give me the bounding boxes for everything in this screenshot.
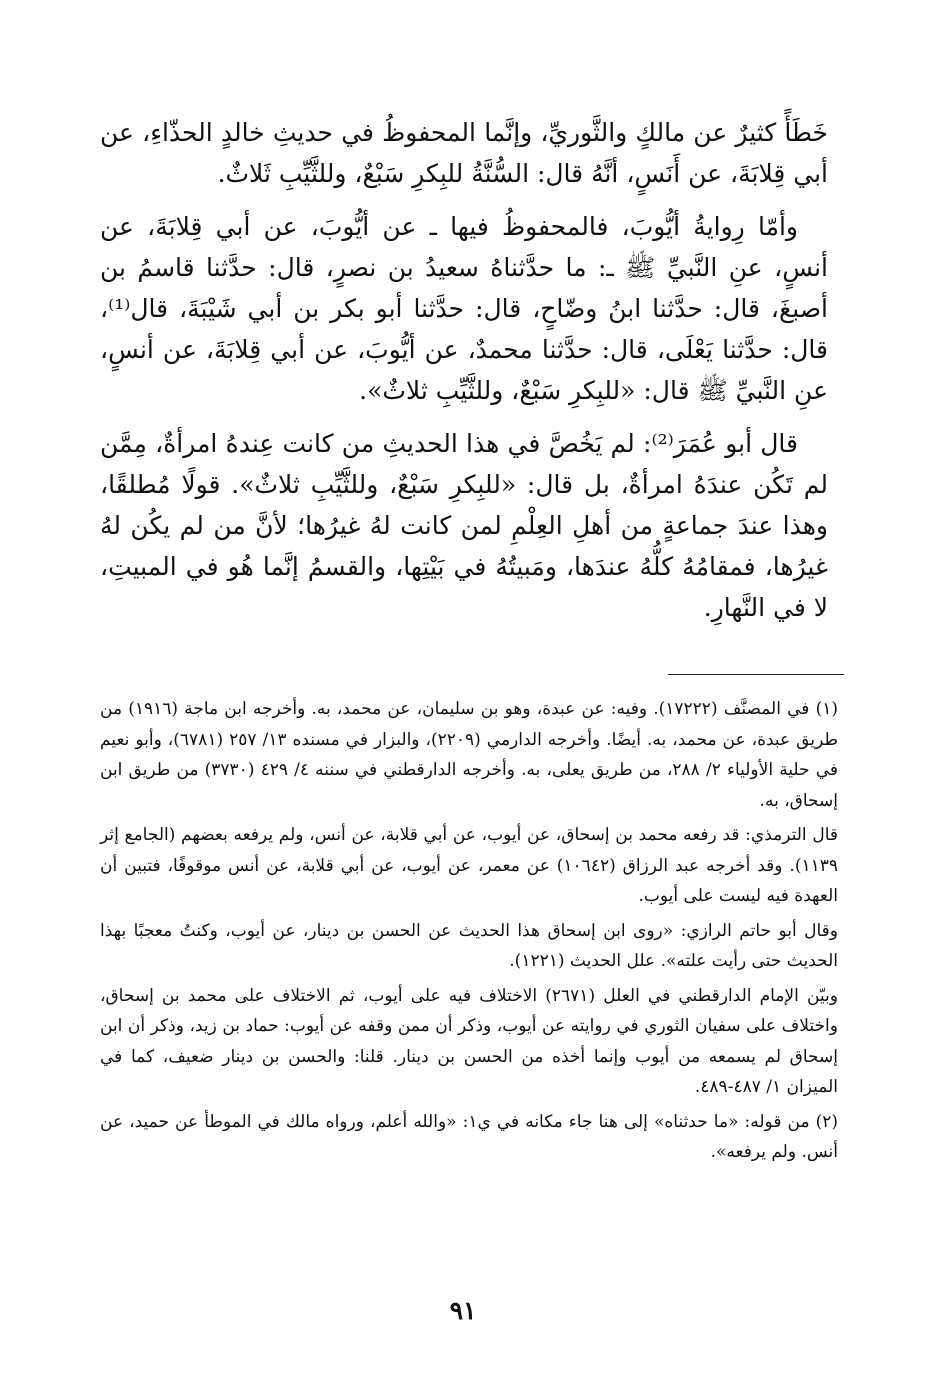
footnote-1-continued-tirmidhi: قال الترمذي: قد رفعه محمد بن إسحاق، عن أيوب، عن أبي قلابة، عن أنس، ولم يرفعه بعضهم (الجامع إثر ١١٣٩). وقد أخرجه عبد الرزاق (١٠٦٤٢) عن معمر، عن أيوب، عن أبي قلابة، عن أنس موقوفًا، فتبين أن العهدة فيه ليست على أيوب.: [100, 825, 838, 906]
footnote-2: (٢) من قوله: «ما حدثناه» إلى هنا جاء مكانه في ي١: «والله أعلم، ورواه مالك في الموطأ عن حميد، عن أنس. ولم يرفعه».: [100, 1111, 839, 1162]
footnotes: [100, 694, 838, 1172]
paragraph-3: قال أبو عُمَرَ⁽²⁾: لم يَخُصَّ في هذا الحديثِ من كانت عِندهُ امرأةٌ، مِمَّن لم تَكُن عندَهُ امرأةٌ، بل قال: «للبِكرِ سَبْعٌ، وللثَّيِّبِ ثلاثٌ». قولًا مُطلقًا، وهذا عندَ جماعةٍ من أهلِ العِلْمِ لمن كانت لهُ غيرُها؛ لأنَّ من لم يكُن لهُ غيرُها، فمقامُهُ كلُّهُ عندَها، ومَبيتُهُ في بَيْتِها، والقسمُ إنَّما هُو في المبيتِ، لا في النَّهارِ.: [100, 429, 828, 622]
footnote-1-continued-daraqutni: وبيّن الإمام الدارقطني في العلل (٢٦٧١) الاختلاف فيه على أيوب، ثم الاختلاف على محمد بن إسحاق، واختلاف على سفيان الثوري في روايته عن أيوب، وذكر أن ممن وقفه عن أيوب: حماد بن زيد، وذكر أن ابن إسحاق لم يسمعه من أيوب وإنما أخذه من الحسن بن دينار. قلنا: والحسن بن دينار ضعيف، كما في الميزان ١/ ٤٨٧-٤٨٩.: [100, 985, 838, 1097]
footnote-divider: [668, 674, 844, 675]
paragraph-1: خَطَأً كثيرٌ عن مالكٍ والثَّوريِّ، وإنَّما المحفوظُ في حديثِ خالدٍ الحذّاءِ، عن أبي قِلابَةَ، عن أَنَسٍ، أنَّهُ قال: السُّنَّةُ للبِكرِ سَبْعٌ، وللثَّيِّبِ ثَلاثٌ.: [100, 118, 828, 188]
paragraph-2: وأمّا رِوايةُ أيُّوبَ، فالمحفوظُ فيها ـ عن أيُّوبَ، عن أبي قِلابَةَ، عن أنسٍ، عنِ النَّبيِّ ﷺ ـ: ما حدَّثناهُ سعيدُ بن نصرٍ، قال: حدَّثنا قاسمُ بن أصبغَ، قال: حدَّثنا ابنُ وضّاحٍ، قال: حدَّثنا أبو بكر بن أبي شَيْبَةَ، قال⁽¹⁾، قال: حدَّثنا يَعْلَى، قال: حدَّثنا محمدٌ، عن أيُّوبَ، عن أبي قِلابَةَ، عن أنسٍ، عنِ النَّبيِّ ﷺ قال: «للبِكرِ سَبْعٌ، وللثَّيِّبِ ثلاثٌ».: [100, 212, 828, 405]
main-text: [100, 112, 828, 640]
footnote-1: (١) في المصنَّف (١٧٢٢٢). وفيه: عن عبدة، وهو بن سليمان، عن محمد، به. وأخرجه ابن ماجة (١٩١٦) من طريق عبدة، عن محمد، به. أيضًا. وأخرجه الدارمي (٢٢٠٩)، والبزار في مسنده ١٣/ ٢٥٧ (٦٧٨١)، وأبو نعيم في حلية الأولياء ٢/ ٢٨٨، من طريق يعلى، به. وأخرجه الدارقطني في سننه ٤/ ٤٢٩ (٣٧٣٠) من طريق ابن إسحاق، به.: [100, 699, 838, 811]
footnote-1-continued-abu-hatim: وقال أبو حاتم الرازي: «روى ابن إسحاق هذا الحديث عن الحسن بن دينار، عن أيوب، وكنتُ معجبًا بهذا الحديث حتى رأيت علته». علل الحديث (١٢٢١).: [100, 920, 838, 971]
page-number: ٩١: [449, 1296, 477, 1325]
